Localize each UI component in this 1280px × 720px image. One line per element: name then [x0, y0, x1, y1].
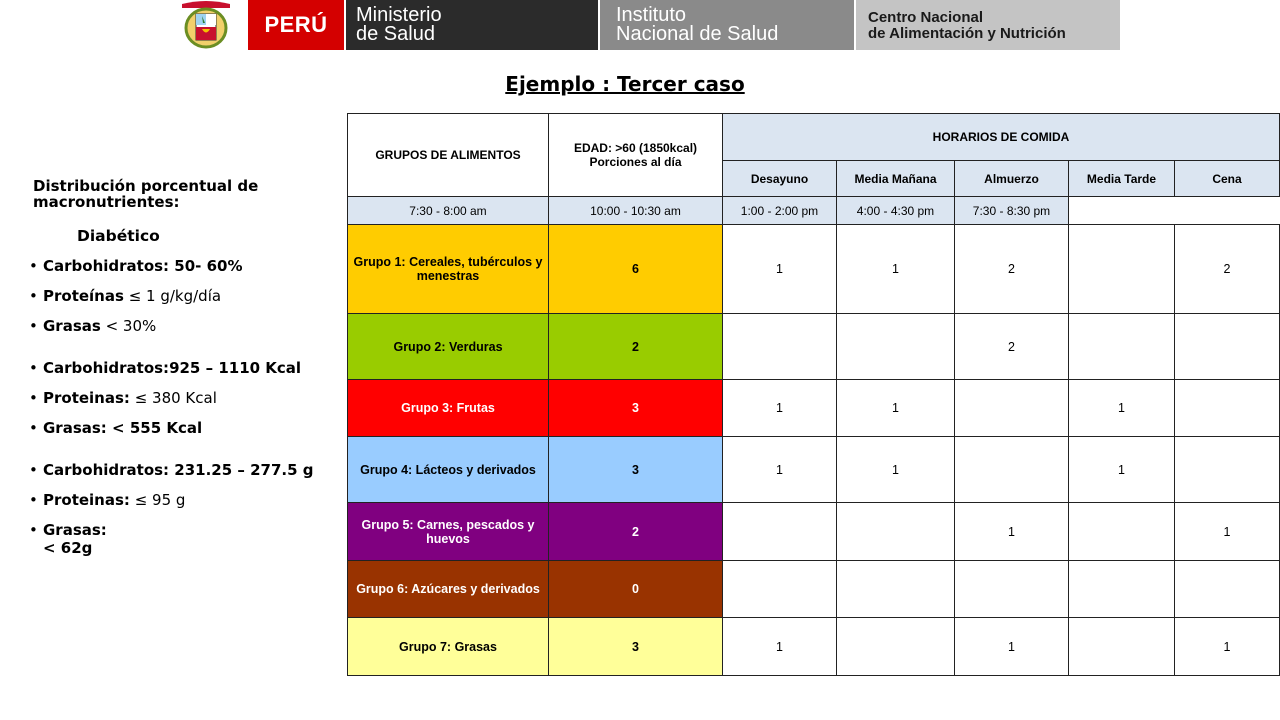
meal-portion-cell	[1069, 503, 1175, 561]
meal-portion-cell	[837, 561, 955, 618]
ins-logo	[600, 0, 854, 50]
ministry-logo	[346, 0, 598, 50]
grams-label: Proteinas:	[43, 491, 130, 509]
grams-value: 231.25 – 277.5 g	[169, 461, 314, 479]
table-row	[348, 437, 1280, 503]
grams-item	[33, 491, 333, 509]
kcal-item	[33, 389, 333, 407]
meal-portion-cell	[837, 314, 955, 380]
percent-value: 50- 60%	[169, 257, 243, 275]
page-title: Ejemplo : Tercer caso	[505, 72, 745, 96]
percent-label: Carbohidratos:	[43, 257, 170, 275]
cenan-line1: Centro Nacional	[868, 9, 984, 26]
meal-portion-cell	[1069, 618, 1175, 676]
meal-portion-cell: 1	[837, 380, 955, 437]
meal-header: Desayuno	[723, 161, 837, 197]
peru-label: PERÚ	[264, 12, 328, 37]
meal-portion-cell	[837, 618, 955, 676]
percent-item	[33, 287, 333, 305]
table-row	[348, 225, 1280, 314]
group-name: Grupo 1: Cereales, tubérculos y menestras	[348, 225, 549, 314]
meal-portion-cell: 1	[837, 225, 955, 314]
time-header: 10:00 - 10:30 am	[549, 197, 723, 225]
meal-portion-cell: 1	[837, 437, 955, 503]
meal-portion-cell	[955, 380, 1069, 437]
meal-header: Almuerzo	[955, 161, 1069, 197]
meal-portion-cell: 1	[955, 618, 1069, 676]
meal-portion-cell: 1	[723, 380, 837, 437]
kcal-label: Proteinas:	[43, 389, 130, 407]
meal-portion-cell	[1069, 225, 1175, 314]
meal-portion-cell: 1	[1069, 437, 1175, 503]
meal-portion-cell	[955, 437, 1069, 503]
header-edad: EDAD: >60 (1850kcal) Porciones al día	[549, 114, 723, 197]
grams-value: < 62g	[43, 539, 93, 557]
group-porciones: 3	[549, 380, 723, 437]
time-header: 7:30 - 8:30 pm	[955, 197, 1069, 225]
kcal-value: < 555 Kcal	[106, 419, 203, 437]
group-porciones: 3	[549, 437, 723, 503]
meal-portion-cell: 1	[723, 618, 837, 676]
meal-portion-cell	[1175, 314, 1280, 380]
group-name: Grupo 7: Grasas	[348, 618, 549, 676]
meal-portion-cell	[1069, 314, 1175, 380]
group-name: Grupo 4: Lácteos y derivados	[348, 437, 549, 503]
table-row	[348, 314, 1280, 380]
meal-portion-cell	[1175, 561, 1280, 618]
group-name: Grupo 6: Azúcares y derivados	[348, 561, 549, 618]
grams-list	[33, 461, 333, 557]
grams-label: Carbohidratos:	[43, 461, 170, 479]
percent-value: < 30%	[100, 317, 157, 335]
meal-header: Media Tarde	[1069, 161, 1175, 197]
time-header: 4:00 - 4:30 pm	[837, 197, 955, 225]
kcal-item	[33, 419, 333, 437]
macronutrient-panel	[33, 178, 333, 569]
meal-portion-cell	[837, 503, 955, 561]
meal-portion-cell: 2	[955, 314, 1069, 380]
percent-item	[33, 317, 333, 335]
group-name: Grupo 5: Carnes, pescados y huevos	[348, 503, 549, 561]
kcal-label: Carbohidratos:	[43, 359, 170, 377]
meal-portion-cell: 1	[955, 503, 1069, 561]
meal-header: Cena	[1175, 161, 1280, 197]
kcal-value: 925 – 1110 Kcal	[169, 359, 302, 377]
meal-header: Media Mañana	[837, 161, 955, 197]
table-row	[348, 380, 1280, 437]
ministry-line1: Ministerio	[356, 4, 442, 26]
percent-value: ≤ 1 g/kg/día	[123, 287, 222, 305]
grams-value: ≤ 95 g	[129, 491, 186, 509]
kcal-value: ≤ 380 Kcal	[129, 389, 217, 407]
peru-coat-of-arms-icon	[172, 0, 240, 50]
table-row	[348, 561, 1280, 618]
ins-line2: Nacional de Salud	[616, 23, 779, 45]
percent-label: Grasas	[43, 317, 101, 335]
group-porciones: 6	[549, 225, 723, 314]
cenan-logo	[856, 0, 1120, 50]
meal-portion-cell	[723, 314, 837, 380]
table-row	[348, 503, 1280, 561]
grams-label: Grasas:	[43, 521, 107, 539]
meal-portion-cell: 1	[1175, 503, 1280, 561]
diabetic-subheading: Diabético	[77, 227, 160, 245]
kcal-list	[33, 359, 333, 437]
ins-line1: Instituto	[616, 4, 687, 26]
time-header: 1:00 - 2:00 pm	[723, 197, 837, 225]
kcal-item	[33, 359, 333, 377]
peru-brand	[248, 0, 344, 50]
meal-portion-cell: 2	[955, 225, 1069, 314]
meal-portion-cell: 2	[1175, 225, 1280, 314]
kcal-label: Grasas:	[43, 419, 107, 437]
header-grupos: GRUPOS DE ALIMENTOS	[348, 114, 549, 197]
meal-portion-cell	[723, 561, 837, 618]
meal-portion-cell: 1	[1175, 618, 1280, 676]
group-name: Grupo 3: Frutas	[348, 380, 549, 437]
grams-item	[33, 461, 333, 479]
time-header: 7:30 - 8:00 am	[348, 197, 549, 225]
meal-portion-cell	[1069, 561, 1175, 618]
percent-list	[33, 257, 333, 335]
meal-portion-cell	[1175, 380, 1280, 437]
meal-portion-cell: 1	[723, 437, 837, 503]
group-porciones: 3	[549, 618, 723, 676]
group-porciones: 0	[549, 561, 723, 618]
grams-item	[33, 521, 123, 557]
meal-plan-table	[347, 113, 1280, 676]
meal-portion-cell	[955, 561, 1069, 618]
percent-label: Proteínas	[43, 287, 124, 305]
meal-portion-cell	[1175, 437, 1280, 503]
meal-portion-cell: 1	[723, 225, 837, 314]
table-row	[348, 618, 1280, 676]
group-porciones: 2	[549, 503, 723, 561]
group-name: Grupo 2: Verduras	[348, 314, 549, 380]
group-porciones: 2	[549, 314, 723, 380]
header-horarios: HORARIOS DE COMIDA	[723, 114, 1280, 161]
percent-item	[33, 257, 333, 275]
distribution-heading: Distribución porcentual de macronutrientes:	[33, 177, 259, 211]
cenan-line2: de Alimentación y Nutrición	[868, 25, 1066, 42]
meal-portion-cell	[723, 503, 837, 561]
meal-portion-cell: 1	[1069, 380, 1175, 437]
ministry-line2: de Salud	[356, 23, 435, 45]
